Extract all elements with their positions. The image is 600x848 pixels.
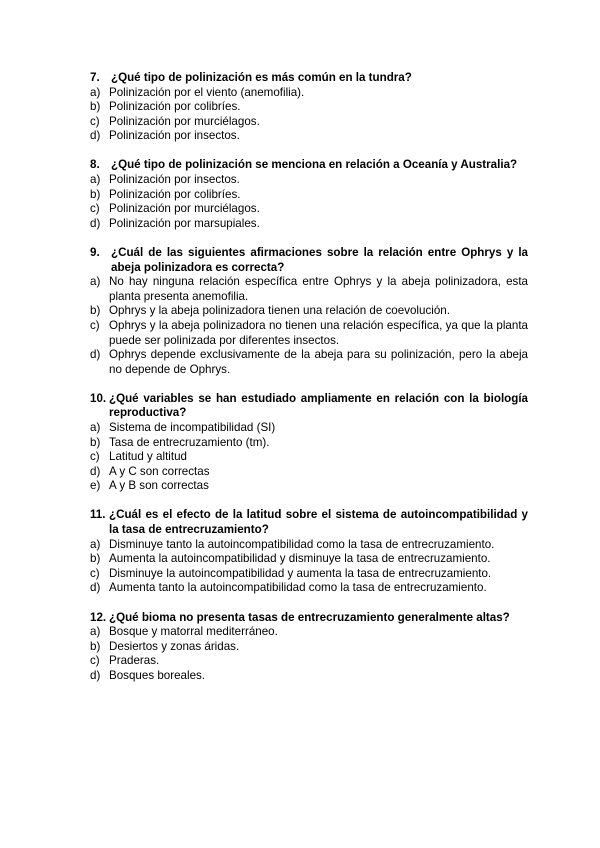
question-7 xyxy=(90,71,528,144)
question-heading xyxy=(90,611,528,626)
option-c xyxy=(90,567,528,582)
option-text: No hay ninguna relación específica entre Ophrys y la abeja polinizadora, esta planta presenta anemofilia. xyxy=(109,275,528,303)
question-9 xyxy=(90,246,528,377)
option-a xyxy=(90,421,528,436)
option-text: Polinización por murciélagos. xyxy=(109,114,260,128)
option-d xyxy=(90,348,528,377)
option-letter: a) xyxy=(90,537,101,551)
option-text: Polinización por murciélagos. xyxy=(109,202,260,216)
option-letter: c) xyxy=(90,318,100,332)
question-heading xyxy=(90,71,528,86)
question-12 xyxy=(90,611,528,684)
question-8 xyxy=(90,158,528,231)
question-number: 12. xyxy=(90,610,107,624)
option-text: A y C son correctas xyxy=(109,464,210,478)
option-text: Polinización por insectos. xyxy=(109,173,240,187)
option-letter: a) xyxy=(90,275,101,289)
option-letter: c) xyxy=(90,202,100,216)
option-letter: a) xyxy=(90,420,101,434)
option-letter: b) xyxy=(90,639,101,653)
option-letter: b) xyxy=(90,435,101,449)
option-text: Bosques boreales. xyxy=(109,668,206,682)
option-b xyxy=(90,304,528,319)
option-letter: c) xyxy=(90,654,100,668)
question-heading xyxy=(90,246,528,275)
option-letter: b) xyxy=(90,187,101,201)
option-a xyxy=(90,625,528,640)
option-a xyxy=(90,173,528,188)
option-letter: b) xyxy=(90,304,101,318)
document-page xyxy=(90,71,528,698)
question-number: 10. xyxy=(90,391,107,405)
option-letter: c) xyxy=(90,566,100,580)
option-text: Aumenta la autoincompatibilidad y disminuye la tasa de entrecruzamiento. xyxy=(109,552,491,566)
question-text: ¿Qué bioma no presenta tasas de entrecruzamiento generalmente altas? xyxy=(109,610,510,624)
option-d xyxy=(90,465,528,480)
option-text: A y B son correctas xyxy=(109,479,209,493)
question-text: ¿Cuál es el efecto de la latitud sobre el sistema de autoincompatibilidad y la tasa de entrecruzamiento? xyxy=(109,508,528,537)
option-c xyxy=(90,202,528,217)
option-letter: d) xyxy=(90,464,101,478)
question-heading xyxy=(90,392,528,421)
option-e xyxy=(90,479,528,494)
option-letter: d) xyxy=(90,129,101,143)
option-text: Latitud y altitud xyxy=(109,450,187,464)
option-letter: e) xyxy=(90,479,101,493)
option-b xyxy=(90,188,528,203)
option-text: Ophrys y la abeja polinizadora tienen una relación de coevolución. xyxy=(109,304,450,318)
question-heading xyxy=(90,158,528,173)
option-letter: b) xyxy=(90,100,101,114)
option-text: Polinización por colibríes. xyxy=(109,100,241,114)
option-text: Bosque y matorral mediterráneo. xyxy=(109,625,278,639)
option-letter: d) xyxy=(90,668,101,682)
option-text: Ophrys depende exclusivamente de la abeja para su polinización, pero la abeja no depende de Ophrys. xyxy=(109,348,528,376)
option-a xyxy=(90,275,528,304)
option-b xyxy=(90,640,528,655)
option-letter: d) xyxy=(90,581,101,595)
option-text: Tasa de entrecruzamiento (tm). xyxy=(109,435,270,449)
option-text: Aumenta tanto la autoincompatibilidad como la tasa de entrecruzamiento. xyxy=(109,581,487,595)
option-d xyxy=(90,669,528,684)
option-letter: a) xyxy=(90,173,101,187)
option-c xyxy=(90,319,528,348)
option-a xyxy=(90,538,528,553)
option-letter: b) xyxy=(90,552,101,566)
option-text: Polinización por el viento (anemofilia). xyxy=(109,85,305,99)
question-heading xyxy=(90,508,528,537)
option-letter: a) xyxy=(90,625,101,639)
option-a xyxy=(90,86,528,101)
option-text: Sistema de incompatibilidad (SI) xyxy=(109,420,276,434)
option-b xyxy=(90,100,528,115)
question-text: ¿Qué tipo de polinización es más común en la tundra? xyxy=(111,71,412,84)
option-text: Polinización por insectos. xyxy=(109,129,240,143)
option-letter: a) xyxy=(90,85,101,99)
option-d xyxy=(90,217,528,232)
question-number: 7. xyxy=(90,71,100,84)
option-c xyxy=(90,654,528,669)
option-text: Ophrys y la abeja polinizadora no tienen una relación específica, ya que la planta puede ser polinizada por diferentes insectos. xyxy=(109,318,528,347)
option-text: Praderas. xyxy=(109,654,160,668)
option-text: Polinización por marsupiales. xyxy=(109,216,260,230)
option-letter: c) xyxy=(90,450,100,464)
question-number: 8. xyxy=(90,158,100,172)
question-number: 11. xyxy=(90,508,106,522)
option-c xyxy=(90,115,528,130)
option-letter: d) xyxy=(90,348,101,362)
option-text: Disminuye tanto la autoincompatibilidad como la tasa de entrecruzamiento. xyxy=(109,537,495,551)
option-c xyxy=(90,450,528,465)
option-text: Desiertos y zonas áridas. xyxy=(109,639,240,653)
option-text: Disminuye la autoincompatibilidad y aumenta la tasa de entrecruzamiento. xyxy=(109,566,492,580)
question-number: 9. xyxy=(90,245,100,259)
question-text: ¿Cuál de las siguientes afirmaciones sobre la relación entre Ophrys y la abeja polinizadora es correcta? xyxy=(111,245,528,274)
option-b xyxy=(90,436,528,451)
option-d xyxy=(90,581,528,596)
question-text: ¿Qué tipo de polinización se menciona en relación a Oceanía y Australia? xyxy=(111,158,518,172)
question-11 xyxy=(90,508,528,596)
option-d xyxy=(90,129,528,144)
option-letter: c) xyxy=(90,114,100,128)
option-text: Polinización por colibríes. xyxy=(109,187,241,201)
question-text: ¿Qué variables se han estudiado ampliamente en relación con la biología reproductiva? xyxy=(109,391,528,420)
option-letter: d) xyxy=(90,216,101,230)
question-10 xyxy=(90,392,528,494)
option-b xyxy=(90,552,528,567)
